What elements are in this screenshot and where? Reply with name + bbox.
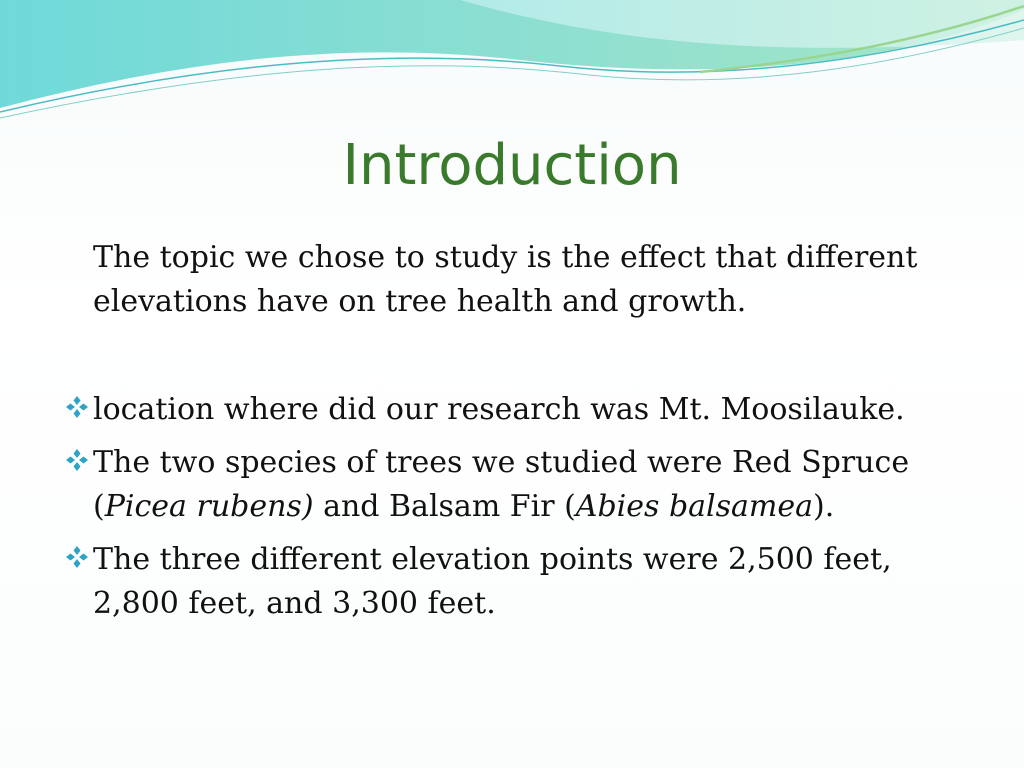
bullet-text-part: The two species of trees we studied were Red Spruce ( (93, 445, 910, 524)
diamond-bullet-icon (64, 544, 90, 570)
species-name-red-spruce: Picea rubens) (104, 489, 314, 524)
diamond-bullet-icon (64, 447, 90, 473)
bullet-item-species (64, 441, 964, 529)
slide-title: Introduction (342, 133, 682, 198)
bullet-text: location where did our research was Mt. Moosilauke. (93, 392, 905, 427)
diamond-bullet-icon (64, 394, 90, 420)
bullet-text: The three different elevation points were 2,500 feet, 2,800 feet, and 3,300 feet. (93, 542, 892, 621)
species-name-balsam-fir: Abies balsamea (575, 489, 813, 524)
intro-paragraph: The topic we chose to study is the effect that different elevations have on tree health and growth. (93, 240, 918, 319)
bullet-text-part: ). (813, 489, 835, 524)
decorative-wave-banner (0, 0, 1024, 130)
bullet-item-location (64, 388, 964, 432)
bullet-text-part: and Balsam Fir ( (313, 489, 576, 524)
bullet-text (64, 441, 964, 529)
bullet-item-elevations (64, 538, 964, 626)
